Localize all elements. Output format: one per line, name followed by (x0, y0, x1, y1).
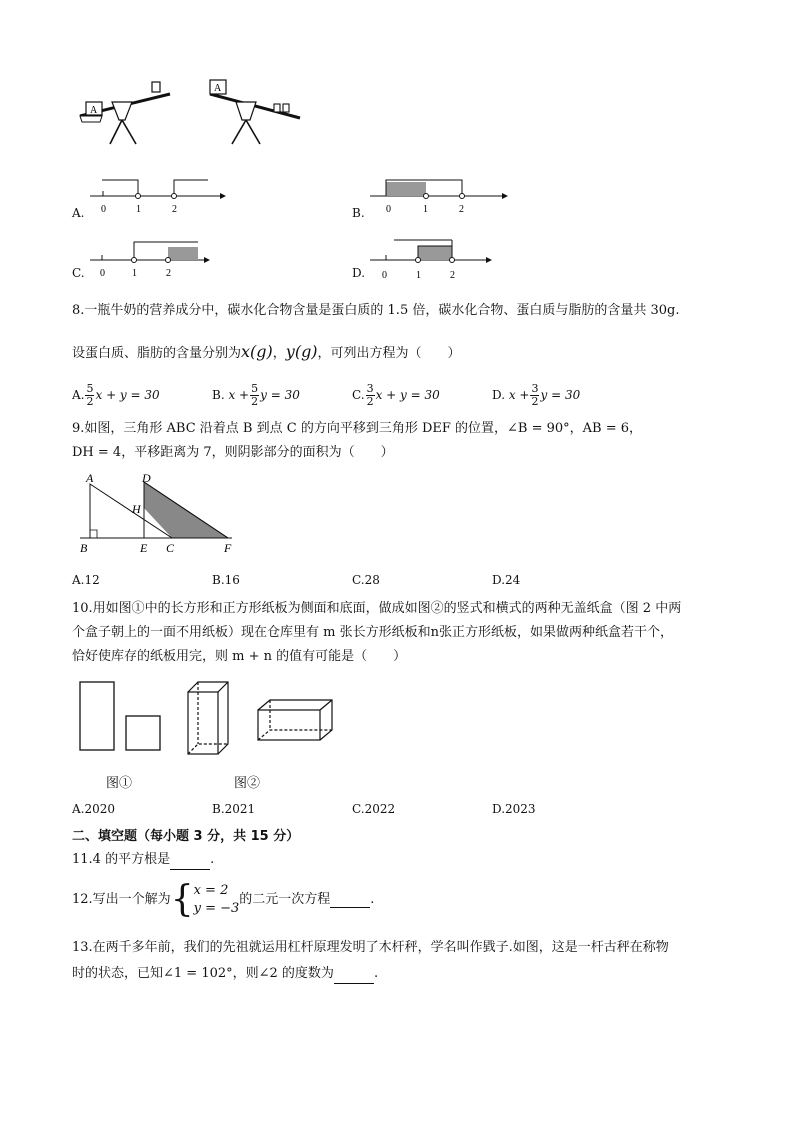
vertical-box (188, 682, 228, 754)
q10-option-a: A.2020 (72, 802, 116, 816)
q10-option-b: B.2021 (212, 802, 256, 816)
point-label-h: H (132, 502, 141, 516)
q11-end: . (210, 852, 215, 867)
q9-option-c: C.28 (352, 573, 380, 587)
equation-2: y = −3 (193, 901, 240, 916)
tick-label: 2 (172, 204, 177, 215)
point-label-c: C (166, 541, 175, 555)
balance-scale-right (210, 80, 300, 144)
q8-line2-b: ，可列出方程为（ ） (317, 346, 461, 361)
q13-end: . (373, 966, 379, 981)
q8-var-y: y(g) (285, 342, 318, 361)
fig1-caption: 图① (106, 776, 133, 791)
answer-blank (330, 893, 370, 908)
point-label-b: B (80, 541, 88, 555)
brace: { (170, 879, 194, 920)
option-pre: x + (228, 388, 250, 402)
system-of-equations (194, 882, 240, 918)
tick-label: 1 (423, 204, 428, 215)
option-label: A. (72, 388, 85, 402)
q9-stem-line2: DH = 4，平移距离为 7，则阴影部分的面积为（ ） (72, 445, 394, 460)
tick-label: 1 (416, 270, 421, 281)
fraction: $\frac{5}{2}$ (251, 382, 259, 408)
q8-sep: ， (272, 346, 286, 361)
balance-scale-figure (70, 72, 310, 152)
q7-option-b-label: B. (352, 206, 365, 220)
answer-blank (170, 855, 210, 870)
q10-box-figures (76, 678, 346, 758)
q13-stem-line2 (72, 964, 378, 984)
q12-pre: 12.写出一个解为 (72, 892, 171, 907)
section-2-title: 二、填空题（每小题 3 分，共 15 分） (72, 829, 300, 844)
point-label-d: D (142, 472, 151, 485)
q10-stem-line2: 个盒子朝上的一面不用纸板）现在仓库里有 m 张长方形纸板和n张正方形纸板，如果做两种纸盒若干个， (72, 625, 673, 640)
q8-option-a (72, 383, 160, 408)
q11 (72, 850, 214, 870)
fig2-caption: 图② (234, 776, 261, 791)
q12-end: . (370, 892, 375, 907)
option-pre: x + (508, 388, 530, 402)
tick-label: 2 (450, 270, 455, 281)
square-board (126, 716, 160, 750)
q7-option-c-numberline (86, 234, 216, 284)
q9-option-b: B.16 (212, 573, 240, 587)
q7-option-a-label: A. (72, 206, 85, 220)
tick-label: 0 (101, 204, 106, 215)
q8-var-x: x(g) (241, 342, 273, 361)
point-label-e: E (140, 541, 148, 555)
point-label-f: F (224, 541, 232, 555)
q12 (72, 880, 374, 920)
tick-label: 2 (166, 268, 171, 279)
box-a2-label: A (214, 83, 222, 94)
option-expression: x + y = 30 (95, 388, 160, 402)
q11-text: 11.4 的平方根是 (72, 852, 171, 867)
option-label: C. (352, 388, 365, 402)
rectangle-board (80, 682, 114, 750)
tick-label: 0 (386, 204, 391, 215)
q10-stem-line3: 恰好使库存的纸板用完，则 m + n 的值有可能是（ ） (72, 649, 407, 664)
q9-triangle-figure (76, 472, 246, 558)
option-expression: y = 30 (260, 388, 300, 402)
answer-blank (334, 969, 374, 984)
q7-option-d-label: D. (352, 266, 366, 280)
equation-1: x = 2 (193, 883, 229, 898)
q8-option-c (352, 383, 440, 408)
q7-option-d-numberline (366, 234, 496, 284)
tick-label: 1 (132, 268, 137, 279)
q13-stem-line1: 13.在两千多年前，我们的先祖就运用杠杆原理发明了木杆秤，学名叫作戥子.如图，这是一杆古秤在称物 (72, 940, 669, 955)
tick-label: 0 (382, 270, 387, 281)
box-a-label: A (90, 105, 98, 116)
tick-label: 0 (100, 268, 105, 279)
option-label: D. (492, 388, 506, 402)
q8-stem-line1: 8.一瓶牛奶的营养成分中，碳水化合物含量是蛋白质的 1.5 倍，碳水化合物、蛋白质与脂肪的含量共 30g. (72, 303, 680, 318)
option-expression: y = 30 (540, 388, 581, 402)
q8-option-d (492, 383, 580, 408)
q10-option-d: D.2023 (492, 802, 536, 816)
option-expression: x + y = 30 (375, 388, 440, 402)
fraction: $\frac{5}{2}$ (86, 382, 94, 408)
fraction: $\frac{3}{2}$ (366, 382, 374, 408)
tick-label: 1 (136, 204, 141, 215)
q9-option-a: A.12 (72, 573, 100, 587)
q8-stem-line2 (72, 342, 461, 364)
tick-label: 2 (459, 204, 464, 215)
q8-line2-a: 设蛋白质、脂肪的含量分别为 (72, 346, 242, 361)
q9-option-d: D.24 (492, 573, 521, 587)
fraction: $\frac{3}{2}$ (531, 382, 539, 408)
option-label: B. (212, 388, 225, 402)
q7-option-b-numberline (366, 172, 510, 222)
q7-option-c-label: C. (72, 266, 85, 280)
point-label-a: A (86, 472, 94, 485)
q12-post: 的二元一次方程 (239, 892, 331, 907)
q9-stem-line1: 9.如图，三角形 ABC 沿着点 B 到点 C 的方向平移到三角形 DEF 的位置，∠B = 90°，AB = 6， (72, 421, 643, 436)
q10-stem-line1: 10.用如图①中的长方形和正方形纸板为侧面和底面，做成如图②的竖式和横式的两种无盖纸盒（图 2 中两 (72, 601, 682, 616)
horizontal-box (258, 700, 332, 740)
q13-line2-text: 时的状态，已知∠1 = 102°，则∠2 的度数为 (72, 966, 334, 981)
q8-option-b (212, 383, 300, 408)
q10-option-c: C.2022 (352, 802, 396, 816)
q7-option-a-numberline (86, 172, 226, 222)
